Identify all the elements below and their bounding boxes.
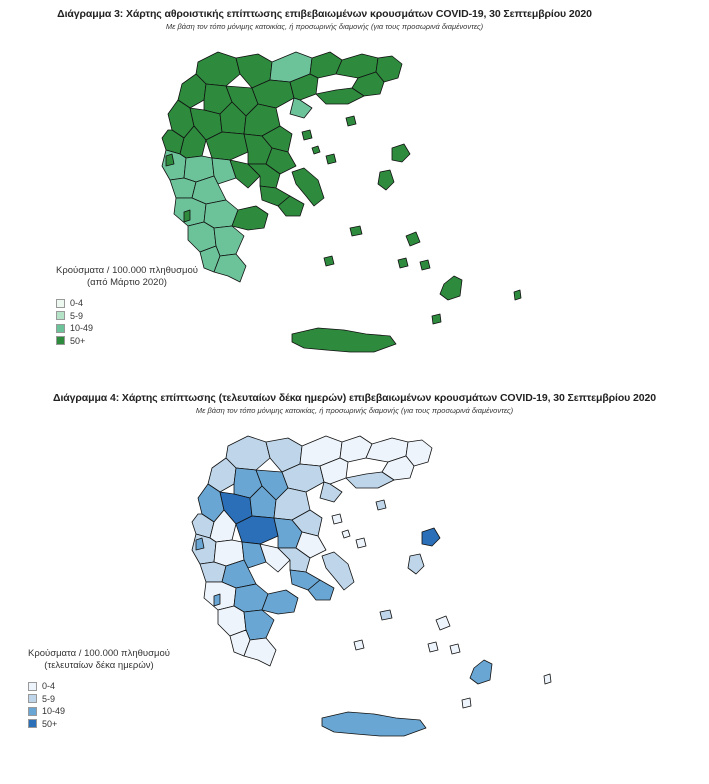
regional-unit <box>326 154 336 164</box>
legend-subtitle: (τελευταίων δέκα ημερών) <box>44 660 154 671</box>
regional-unit <box>406 232 420 246</box>
diagram-3-title: Διάγραμμα 3: Χάρτης αθροιστικής επίπτωσης επιβεβαιωμένων κρουσμάτων COVID-19, 30 Σεπτεμβρίου 2020 <box>57 8 592 20</box>
legend-item <box>56 310 198 323</box>
regional-unit <box>292 328 396 352</box>
regional-unit <box>462 698 471 708</box>
regional-unit <box>378 170 394 190</box>
regional-unit <box>514 290 521 300</box>
regional-unit <box>200 562 226 582</box>
regional-unit <box>398 258 408 268</box>
regional-unit <box>392 144 410 162</box>
legend-label: 10-49 <box>42 706 66 717</box>
regional-unit <box>324 256 334 266</box>
regional-unit <box>544 674 551 684</box>
regional-unit <box>408 554 424 574</box>
diagram-3 <box>0 0 709 380</box>
legend-label: 50+ <box>42 718 58 729</box>
legend-subtitle: (από Μάρτιο 2020) <box>87 277 167 288</box>
regional-unit <box>354 640 364 650</box>
diagram-4-subtitle: Με βάση τον τόπο μόνιμης κατοικίας, ή προσωρινής διαμονής (για τους προσωρινά διαμένοντες) <box>195 406 514 415</box>
regional-unit <box>422 528 440 546</box>
legend-items <box>28 680 170 730</box>
diagram-3-subtitle: Με βάση τον τόπο μόνιμης κατοικίας, ή προσωρινής διαμονής (για τους προσωρινά διαμένοντες) <box>165 22 484 31</box>
diagram-3-legend <box>56 265 198 347</box>
legend-label: 50+ <box>70 335 86 346</box>
diagram-4-title: Διάγραμμα 4: Χάρτης επίπτωσης (τελευταίων δέκα ημερών) επιβεβαιωμένων κρουσμάτων COVID-19, 30 Σεπτεμβρίου 2020 <box>53 392 656 404</box>
regional-unit <box>450 644 460 654</box>
diagram-4-legend <box>28 648 170 730</box>
legend-items <box>56 297 198 347</box>
legend-swatch <box>28 694 37 703</box>
regional-unit <box>290 98 312 118</box>
regional-unit <box>436 616 450 630</box>
regional-unit <box>170 178 196 198</box>
regional-unit <box>356 538 366 548</box>
regional-unit <box>244 638 276 666</box>
legend-item <box>28 680 170 693</box>
legend-item <box>28 718 170 731</box>
legend-item <box>56 297 198 310</box>
regional-unit <box>302 130 312 140</box>
regional-unit <box>214 254 246 282</box>
regional-unit <box>376 500 386 510</box>
legend-label: 5-9 <box>70 310 84 321</box>
legend-swatch <box>28 719 37 728</box>
legend-item <box>28 705 170 718</box>
regional-unit <box>420 260 430 270</box>
legend-label: 5-9 <box>42 693 56 704</box>
regional-unit <box>470 660 492 684</box>
regional-unit <box>350 226 362 236</box>
legend-label: 0-4 <box>42 681 56 692</box>
legend-swatch <box>28 682 37 691</box>
regional-unit <box>332 514 342 524</box>
legend-item <box>56 335 198 348</box>
legend-label: 0-4 <box>70 298 84 309</box>
legend-swatch <box>56 336 65 345</box>
regional-unit <box>214 594 220 606</box>
legend-swatch <box>56 299 65 308</box>
regional-unit <box>428 642 438 652</box>
regional-unit <box>432 314 441 324</box>
legend-swatch <box>28 707 37 716</box>
legend-title: Κρούσματα / 100.000 πληθυσμού <box>28 648 170 659</box>
regional-unit <box>184 210 190 222</box>
regional-unit <box>322 712 426 736</box>
legend-swatch <box>56 311 65 320</box>
legend-label: 10-49 <box>70 323 94 334</box>
regional-unit <box>320 482 342 502</box>
legend-item <box>56 322 198 335</box>
regional-unit <box>312 146 320 154</box>
legend-item <box>28 693 170 706</box>
regional-unit <box>440 276 462 300</box>
regional-unit <box>346 116 356 126</box>
legend-title: Κρούσματα / 100.000 πληθυσμού <box>56 265 198 276</box>
regional-unit <box>380 610 392 620</box>
legend-swatch <box>56 324 65 333</box>
regional-unit <box>342 530 350 538</box>
